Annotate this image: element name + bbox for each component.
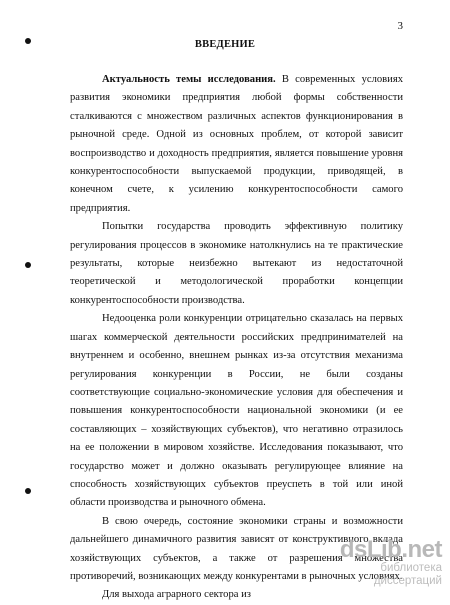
binding-hole-mark [25, 262, 31, 268]
paragraph-text: Для выхода аграрного сектора из [102, 589, 251, 601]
watermark-subtitle: библиотека диссертаций [373, 562, 442, 587]
paragraph-lead: Актуальность темы исследования. [102, 74, 276, 85]
paragraph [70, 310, 403, 512]
paragraph [70, 586, 403, 604]
document-body [70, 71, 403, 605]
paragraph-text: Попытки государства проводить эффективную политику регулирования процессов в экономике натолкнулись на те практические результаты, которые неизбежно вытекают из недостаточной теоретической и методологической проработки концепции конкурентоспособности производства. [70, 221, 403, 306]
watermark [312, 536, 442, 587]
paragraph-text: Недооценка роли конкуренции отрицательно сказалась на первых шагах коммерческой деятельности российских предпринимателей на внутреннем и особенно, внешнем рынках из-за отсутствия механизма регулирования конкуренции в России, не были созданы соответствующие социально-экономические условия для обеспечения и повышения конкурентоспособности национальной экономики (и ее составляющих – хозяйствующих субъектов), что негативно отразилось на ее положении в мировом хозяйстве. Исследования показывают, что государство может и должно оказывать регулирующее влияние на способность хозяйствующих субъектов преуспеть в той или иной области производства и рыночного обмена. [70, 313, 403, 509]
watermark-brand: dsLib.net [339, 536, 442, 563]
paragraph [70, 71, 403, 218]
binding-hole-mark [25, 488, 31, 494]
page-number: 3 [397, 20, 403, 32]
paragraph-text: В свою очередь, состояние экономики страны и возможности дальнейшего динамичного развития зависят от конструктивного вклада хозяйствующих субъектов, а также от разрешения множества противоречий, возникающих между конкурентами в рыночных условиях. [70, 515, 403, 582]
paragraph [70, 218, 403, 310]
section-title: ВВЕДЕНИЕ [194, 39, 256, 50]
paragraph-text: В современных условиях развития экономики предприятия любой формы собственности сталкиваются с множеством различных аспектов функционирования в рыночной среде. Одной из основных проблем, от которой зависит воспроизводство и доходность предприятия, является повышение уровня конкурентоспособности выпускаемой продукции, приводящей, в конечном счете, к усилению конкурентоспособности самого предприятия. [70, 74, 403, 214]
